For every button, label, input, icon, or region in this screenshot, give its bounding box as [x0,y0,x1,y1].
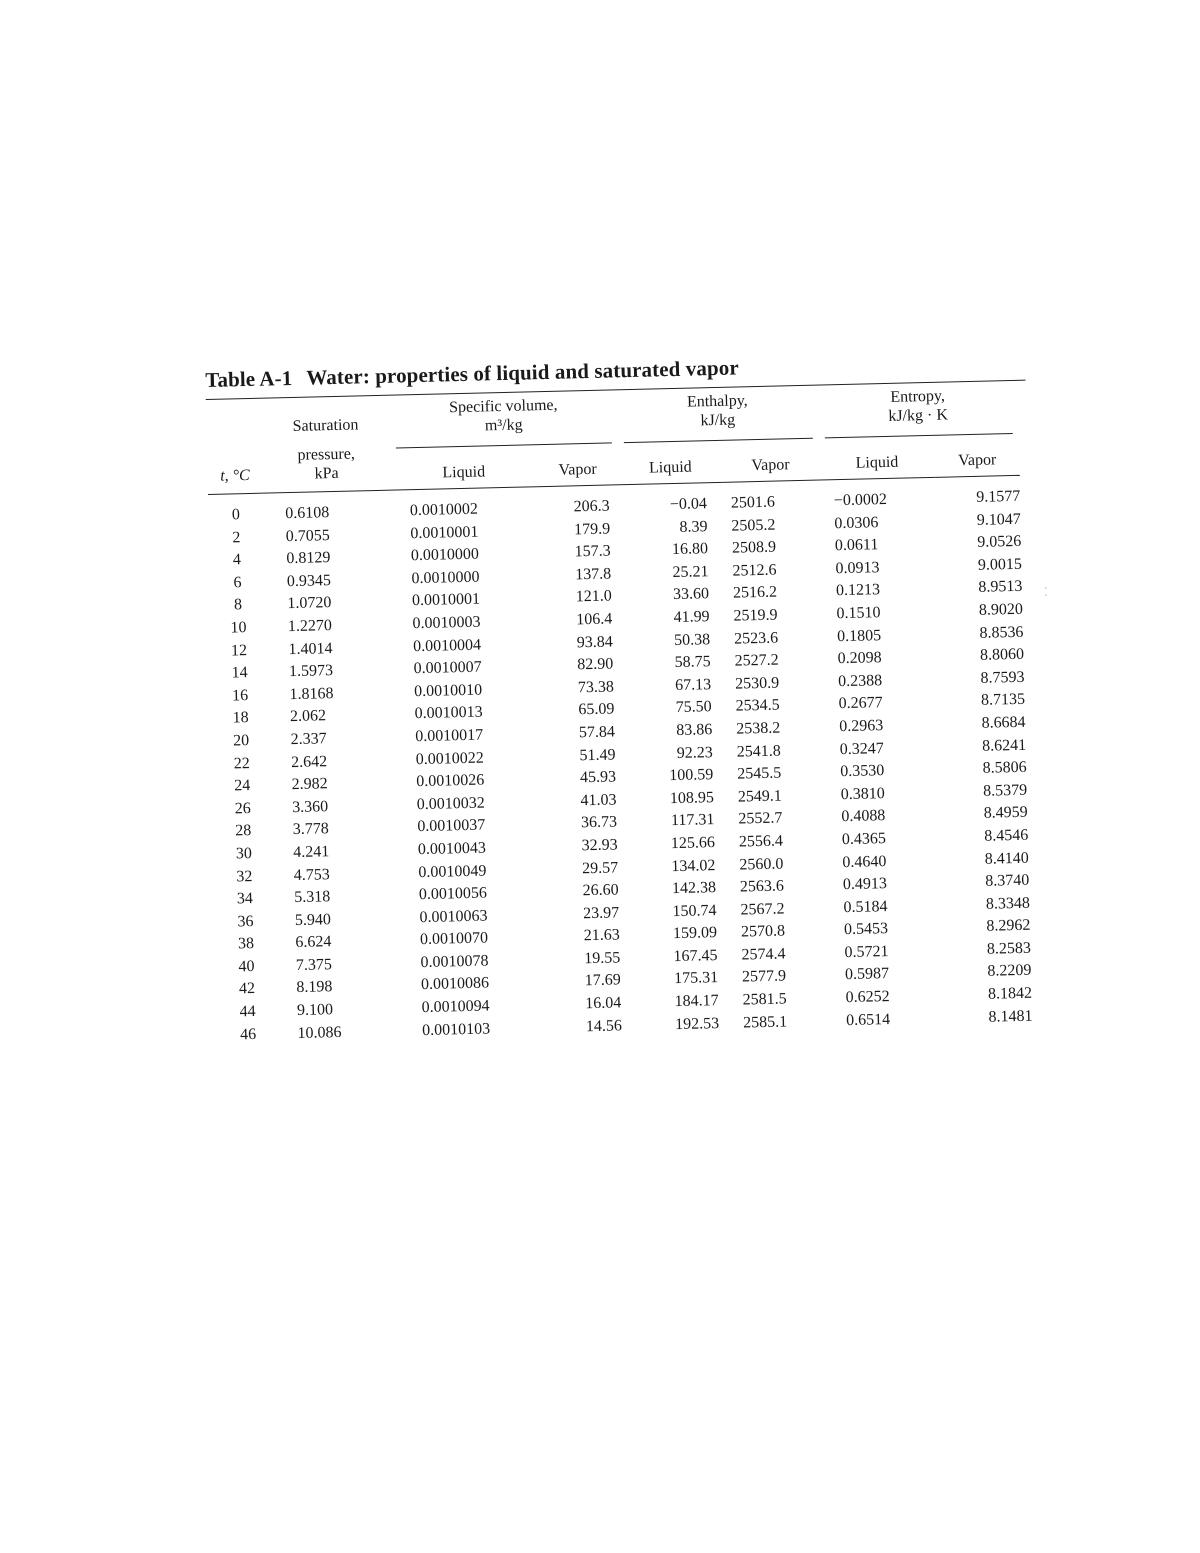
cell-entropy-vapor: 8.5806 [982,758,1027,777]
cell-volume-liquid: 0.0010013 [414,703,483,723]
cell-entropy-liquid: 0.5184 [843,897,888,916]
cell-entropy-liquid: 0.4365 [841,829,887,849]
cell-volume-vapor: 23.97 [582,904,620,922]
cell-entropy-liquid: 0.0306 [834,513,879,532]
cell-volume-vapor: 36.73 [580,813,618,832]
header-volume-vapor: Vapor [558,460,597,479]
header-pressure-line2: pressure, [297,445,356,464]
cell-entropy-vapor: 8.3348 [985,894,1031,913]
cell-enthalpy-liquid: 192.53 [674,1014,720,1033]
cell-volume-vapor: 17.69 [584,971,621,990]
table-body [208,486,1033,1047]
cell-entropy-vapor: 8.4140 [984,849,1029,868]
cell-enthalpy-vapor: 2585.1 [742,1013,788,1032]
cell-enthalpy-liquid: 67.13 [674,675,712,694]
cell-temperature: 42 [238,980,256,998]
cell-enthalpy-liquid: −0.04 [669,495,708,514]
cell-temperature: 34 [236,890,254,908]
scan-speck: ⁚ [1044,585,1048,599]
cell-entropy-liquid: 0.0611 [834,536,879,555]
cell-volume-liquid: 0.0010017 [415,726,484,746]
cell-entropy-vapor: 8.7135 [980,691,1026,710]
header-enthalpy-liquid: Liquid [648,458,692,477]
cell-entropy-vapor: 8.3740 [985,871,1030,890]
header-temperature: t, °C [220,466,250,485]
cell-entropy-vapor: 8.4959 [983,804,1028,823]
cell-entropy-vapor: 8.1842 [987,984,1033,1003]
cell-volume-vapor: 179.9 [573,520,611,538]
header-pressure-unit: kPa [314,464,339,483]
header-entropy-liquid: Liquid [855,453,899,472]
table-number: Table A-1 [205,365,293,392]
cell-volume-liquid: 0.0010010 [413,681,483,700]
cell-enthalpy-liquid: 33.60 [672,585,710,604]
header-pressure-line1: Saturation [292,416,359,435]
cell-entropy-vapor: 8.7593 [980,668,1025,687]
cell-temperature: 6 [233,573,242,592]
cell-entropy-vapor: 8.9020 [978,600,1024,619]
cell-temperature: 12 [230,641,248,660]
cell-volume-vapor: 51.49 [579,745,616,764]
cell-entropy-liquid: 0.2677 [838,694,883,713]
cell-enthalpy-liquid: 175.31 [673,969,719,988]
header-pressure [261,400,392,494]
cell-enthalpy-liquid: 142.38 [671,879,717,898]
cell-volume-liquid: 0.0010049 [418,862,487,881]
cell-enthalpy-vapor: 2530.9 [734,674,780,693]
cell-temperature: 24 [234,777,251,795]
header-specific-volume-unit: m³/kg [484,416,523,435]
cell-enthalpy-vapor: 2527.2 [734,651,779,670]
cell-pressure: 5.940 [294,910,332,929]
cell-enthalpy-liquid: 8.39 [679,517,708,536]
cell-entropy-liquid: 0.6514 [845,1010,891,1029]
cell-enthalpy-liquid: 184.17 [674,992,719,1011]
cell-entropy-vapor: 9.0015 [977,555,1023,574]
cell-volume-liquid: 0.0010103 [421,1020,491,1039]
cell-enthalpy-liquid: 150.74 [672,901,717,920]
cell-entropy-liquid: −0.0002 [833,490,888,510]
cell-volume-vapor: 106.4 [576,610,613,629]
cell-pressure: 1.8168 [289,684,334,703]
cell-temperature: 16 [231,686,249,705]
cell-volume-liquid: 0.0010078 [420,952,489,971]
cell-entropy-liquid: 0.3247 [839,739,884,758]
cell-entropy-liquid: 0.6252 [845,988,890,1007]
cell-enthalpy-vapor: 2505.2 [731,516,776,535]
cell-temperature: 46 [239,1025,257,1044]
cell-enthalpy-vapor: 2541.8 [736,742,781,761]
cell-temperature: 44 [239,1003,256,1021]
cell-enthalpy-liquid: 134.02 [671,856,716,875]
cell-entropy-liquid: 0.5987 [844,965,890,984]
cell-volume-liquid: 0.0010086 [420,974,490,994]
cell-enthalpy-vapor: 2574.4 [741,945,786,964]
header-specific-volume [389,394,618,456]
cell-volume-liquid: 0.0010004 [412,636,482,655]
cell-entropy-vapor: 8.4546 [984,826,1029,845]
cell-pressure: 2.337 [290,730,327,749]
table-title-text: Water: properties of liquid and saturated vapor [306,355,739,390]
cell-entropy-vapor: 8.1481 [988,1007,1033,1026]
cell-temperature: 14 [231,664,248,682]
header-entropy-vapor: Vapor [957,451,997,470]
cell-entropy-liquid: 0.5721 [844,942,889,961]
cell-volume-vapor: 32.93 [581,836,618,855]
cell-pressure: 1.4014 [288,639,333,658]
cell-volume-vapor: 16.04 [585,994,622,1013]
cell-enthalpy-liquid: 16.80 [671,540,709,559]
cell-volume-liquid: 0.0010063 [419,907,488,926]
cell-pressure: 7.375 [295,956,333,974]
cell-volume-vapor: 21.63 [583,926,620,945]
cell-entropy-liquid: 0.3530 [840,762,885,781]
cell-enthalpy-liquid: 92.23 [676,743,713,762]
cell-temperature: 38 [237,935,255,953]
cell-entropy-liquid: 0.5453 [843,920,889,939]
cell-temperature: 0 [231,506,241,524]
cell-volume-vapor: 29.57 [581,858,619,877]
table-title [205,349,1025,393]
cell-entropy-vapor: 8.6241 [981,736,1027,755]
cell-enthalpy-vapor: 2545.5 [737,764,782,783]
cell-temperature: 30 [235,844,253,863]
cell-volume-vapor: 19.55 [584,949,621,968]
cell-entropy-liquid: 0.1510 [836,604,881,623]
cell-volume-vapor: 121.0 [575,587,612,606]
cell-entropy-liquid: 0.1805 [836,626,882,645]
cell-temperature: 18 [232,709,249,727]
cell-volume-liquid: 0.0010001 [411,590,481,610]
cell-entropy-vapor: 8.9513 [978,578,1023,597]
cell-enthalpy-liquid: 83.86 [676,721,713,739]
table-sheet [205,349,1041,1047]
cell-entropy-vapor: 8.6684 [981,713,1026,732]
cell-enthalpy-vapor: 2560.0 [739,855,784,874]
cell-pressure: 0.7055 [285,526,331,545]
cell-temperature: 26 [234,799,251,818]
table-header [206,385,1020,505]
cell-pressure: 4.241 [293,843,330,861]
cell-enthalpy-vapor: 2538.2 [736,719,781,738]
cell-enthalpy-vapor: 2563.6 [739,877,785,896]
cell-volume-vapor: 137.8 [575,565,612,584]
cell-enthalpy-vapor: 2519.9 [733,606,778,625]
cell-volume-liquid: 0.0010056 [418,884,488,904]
cell-enthalpy-liquid: 75.50 [675,698,712,717]
cell-volume-vapor: 73.38 [577,678,615,697]
cell-pressure: 2.062 [289,707,327,726]
cell-pressure: 3.360 [292,797,329,816]
cell-entropy-liquid: 0.2388 [837,671,883,690]
cell-temperature: 20 [232,732,250,750]
cell-entropy-liquid: 0.3810 [840,784,886,803]
header-specific-volume-label: Specific volume, [448,396,558,417]
cell-temperature: 22 [233,754,250,772]
cell-entropy-vapor: 8.5379 [982,781,1028,800]
cell-enthalpy-vapor: 2567.2 [740,900,785,919]
cell-pressure: 0.9345 [286,571,332,590]
cell-enthalpy-vapor: 2516.2 [732,583,778,602]
cell-entropy-vapor: 9.0526 [977,533,1022,552]
cell-enthalpy-liquid: 41.99 [673,608,710,626]
cell-volume-liquid: 0.0010022 [415,749,484,768]
cell-enthalpy-liquid: 25.21 [672,562,709,581]
cell-pressure: 2.642 [290,752,328,771]
cell-entropy-liquid: 0.1213 [835,581,881,600]
cell-entropy-vapor: 9.1577 [976,487,1021,506]
cell-volume-vapor: 65.09 [578,700,615,719]
cell-volume-vapor: 14.56 [585,1017,623,1035]
cell-volume-liquid: 0.0010037 [417,816,486,836]
cell-temperature: 32 [236,867,253,885]
cell-pressure: 0.8129 [286,549,331,568]
cell-temperature: 8 [233,596,243,614]
cell-temperature: 36 [237,912,254,931]
cell-enthalpy-liquid: 125.66 [670,834,716,853]
cell-enthalpy-vapor: 2552.7 [738,809,783,828]
cell-temperature: 2 [232,528,241,546]
cell-volume-liquid: 0.0010070 [419,929,489,949]
cell-pressure: 9.100 [296,1001,334,1020]
cell-volume-liquid: 0.0010032 [416,794,485,813]
cell-volume-liquid: 0.0010000 [411,568,480,587]
cell-temperature: 10 [230,619,247,637]
cell-enthalpy-liquid: 167.45 [673,946,718,965]
header-enthalpy-unit: kJ/kg [700,411,736,430]
cell-entropy-liquid: 0.0913 [835,558,880,577]
cell-volume-liquid: 0.0010000 [410,545,480,565]
cell-entropy-vapor: 8.8060 [979,645,1025,664]
cell-volume-liquid: 0.0010003 [412,613,481,633]
header-enthalpy-vapor: Vapor [751,456,790,475]
cell-entropy-vapor: 8.2209 [987,962,1032,981]
header-entropy-label: Entropy, [890,387,946,406]
cell-enthalpy-vapor: 2549.1 [737,787,783,806]
cell-enthalpy-liquid: 108.95 [669,788,715,807]
cell-enthalpy-vapor: 2523.6 [733,629,779,648]
header-enthalpy-label: Enthalpy, [686,392,748,411]
cell-pressure: 6.624 [295,933,332,952]
cell-enthalpy-vapor: 2534.5 [735,696,780,715]
cell-volume-vapor: 41.03 [580,791,617,809]
cell-pressure: 1.0720 [287,594,332,613]
cell-enthalpy-liquid: 50.38 [673,630,711,649]
cell-pressure: 5.318 [294,888,331,907]
cell-entropy-vapor: 9.1047 [976,510,1021,529]
cell-pressure: 4.753 [293,865,330,884]
cell-volume-vapor: 93.84 [576,633,613,651]
cell-volume-vapor: 82.90 [577,655,614,674]
cell-entropy-liquid: 0.2098 [837,649,882,668]
cell-enthalpy-vapor: 2570.8 [740,922,786,941]
header-entropy [817,385,1019,447]
cell-enthalpy-vapor: 2577.9 [741,967,787,986]
cell-entropy-liquid: 0.4640 [842,852,887,871]
header-entropy-unit: kJ/kg · K [888,406,949,425]
cell-volume-liquid: 0.0010094 [421,997,490,1017]
cell-entropy-liquid: 0.4913 [842,875,888,894]
cell-enthalpy-liquid: 117.31 [670,811,715,830]
cell-enthalpy-liquid: 58.75 [674,653,711,672]
cell-volume-liquid: 0.0010026 [416,771,485,791]
cell-volume-vapor: 157.3 [574,542,611,561]
cell-entropy-liquid: 0.2963 [839,717,884,736]
cell-temperature: 40 [238,957,255,976]
cell-volume-liquid: 0.0010001 [410,523,479,542]
cell-volume-vapor: 57.84 [578,723,616,742]
cell-temperature: 28 [235,822,252,840]
cell-pressure: 1.5973 [288,662,334,681]
cell-entropy-vapor: 8.2962 [986,916,1031,936]
cell-enthalpy-liquid: 100.59 [669,766,714,785]
cell-enthalpy-vapor: 2501.6 [730,493,776,512]
cell-volume-liquid: 0.0010043 [417,839,487,859]
properties-table [206,385,1033,1047]
cell-volume-vapor: 45.93 [579,768,617,787]
cell-enthalpy-liquid: 159.09 [672,924,718,943]
cell-entropy-vapor: 8.2583 [986,939,1032,958]
cell-pressure: 0.6108 [285,504,330,523]
cell-temperature: 4 [232,551,242,569]
cell-volume-liquid: 0.0010007 [413,658,482,678]
cell-enthalpy-vapor: 2581.5 [742,990,787,1009]
cell-enthalpy-vapor: 2556.4 [738,832,784,851]
cell-volume-liquid: 0.0010002 [409,500,479,520]
cell-entropy-vapor: 8.8536 [979,623,1024,642]
header-volume-liquid: Liquid [442,463,486,482]
cell-pressure: 3.778 [292,820,329,839]
cell-volume-vapor: 206.3 [573,497,610,516]
cell-pressure: 1.2270 [287,617,333,636]
cell-enthalpy-vapor: 2512.6 [732,561,777,580]
header-enthalpy [617,390,819,452]
cell-entropy-liquid: 0.4088 [841,807,886,826]
cell-pressure: 8.198 [296,978,333,997]
cell-pressure: 2.982 [291,775,328,794]
cell-pressure: 10.086 [297,1023,342,1042]
cell-volume-vapor: 26.60 [582,881,619,900]
cell-enthalpy-vapor: 2508.9 [731,538,777,557]
